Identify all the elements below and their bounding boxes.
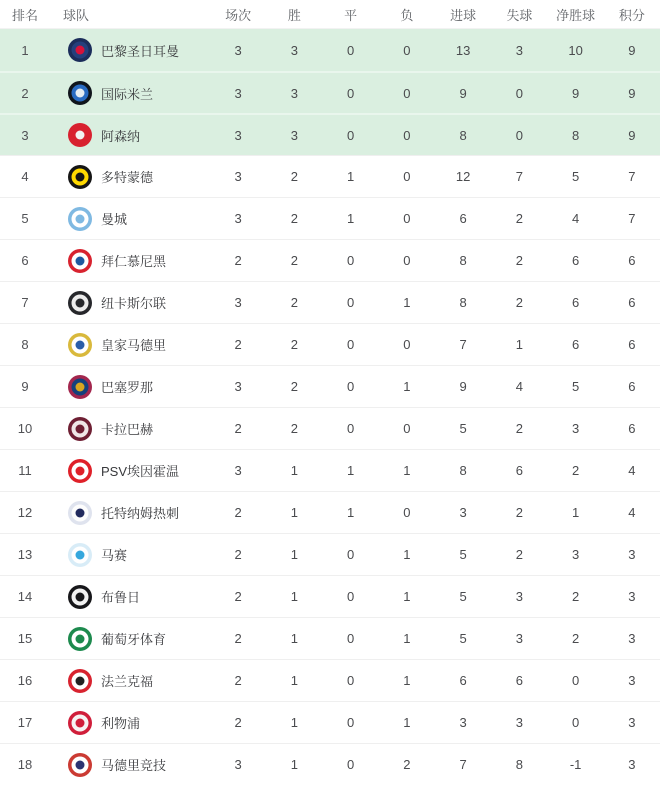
cell-goal_diff: 5 bbox=[572, 169, 580, 184]
cell-goals_against: 0 bbox=[515, 127, 523, 143]
rank-value: 12 bbox=[17, 505, 33, 520]
cell-goals_for: 9 bbox=[459, 85, 467, 101]
rank-value: 11 bbox=[18, 463, 32, 478]
table-row[interactable] bbox=[0, 281, 660, 323]
cell-points: 6 bbox=[628, 253, 636, 268]
cell-points: 4 bbox=[628, 505, 636, 520]
table-row[interactable] bbox=[0, 365, 660, 407]
cell-goals_for: 8 bbox=[459, 295, 467, 310]
cell-loss: 0 bbox=[403, 85, 411, 101]
rank-value: 6 bbox=[21, 253, 29, 268]
column-header-played: 场次 bbox=[225, 7, 252, 23]
cell-goals_for: 3 bbox=[459, 715, 467, 730]
table-row[interactable] bbox=[0, 575, 660, 617]
cell-goals_against: 2 bbox=[515, 547, 523, 562]
cell-win: 2 bbox=[290, 211, 298, 226]
cell-draw: 0 bbox=[347, 757, 355, 772]
cell-win: 1 bbox=[290, 715, 298, 730]
table-body bbox=[0, 29, 660, 785]
cell-draw: 0 bbox=[347, 379, 355, 394]
cell-played: 2 bbox=[234, 631, 242, 646]
cell-win: 1 bbox=[290, 631, 298, 646]
cell-goal_diff: 5 bbox=[572, 379, 580, 394]
team-name: 巴塞罗那 bbox=[101, 380, 154, 395]
table-row[interactable] bbox=[0, 659, 660, 701]
team-cell bbox=[50, 375, 210, 399]
tottenham-crest-icon bbox=[68, 501, 92, 525]
cell-loss: 0 bbox=[403, 421, 411, 436]
club-brugge-crest-icon bbox=[68, 585, 92, 609]
cell-loss: 1 bbox=[403, 589, 411, 604]
column-header-goals_for: 进球 bbox=[450, 7, 477, 23]
cell-played: 2 bbox=[234, 337, 242, 352]
team-name: 马德里竞技 bbox=[101, 758, 167, 773]
team-cell bbox=[50, 207, 210, 231]
table-row[interactable] bbox=[0, 491, 660, 533]
cell-loss: 0 bbox=[403, 337, 411, 352]
cell-points: 6 bbox=[628, 337, 636, 352]
cell-goals_for: 9 bbox=[459, 379, 467, 394]
column-header-team: 球队 bbox=[63, 7, 90, 23]
cell-played: 3 bbox=[234, 169, 242, 184]
cell-draw: 1 bbox=[347, 169, 355, 184]
table-row[interactable] bbox=[0, 449, 660, 491]
cell-goals_against: 0 bbox=[515, 85, 523, 101]
table-row[interactable] bbox=[0, 617, 660, 659]
cell-goals_against: 2 bbox=[515, 505, 523, 520]
cell-played: 2 bbox=[234, 673, 242, 688]
rank-value: 13 bbox=[17, 547, 33, 562]
cell-goal_diff: 6 bbox=[572, 337, 580, 352]
cell-goals_against: 7 bbox=[515, 169, 523, 184]
cell-goals_for: 7 bbox=[459, 757, 467, 772]
cell-goals_for: 3 bbox=[459, 505, 467, 520]
team-cell bbox=[50, 711, 210, 735]
rank-value: 1 bbox=[21, 42, 29, 58]
cell-goal_diff: 4 bbox=[572, 211, 580, 226]
cell-goal_diff: 9 bbox=[572, 85, 580, 101]
inter-milan-crest-icon bbox=[68, 81, 92, 105]
cell-goals_for: 8 bbox=[459, 463, 467, 478]
cell-draw: 0 bbox=[347, 421, 355, 436]
cell-goals_for: 7 bbox=[459, 337, 467, 352]
sporting-cp-crest-icon bbox=[68, 627, 92, 651]
cell-goals_for: 5 bbox=[459, 589, 467, 604]
team-name: 葡萄牙体育 bbox=[101, 632, 167, 647]
cell-goals_against: 4 bbox=[515, 379, 523, 394]
cell-win: 1 bbox=[290, 757, 298, 772]
newcastle-crest-icon bbox=[68, 291, 92, 315]
cell-goals_against: 3 bbox=[515, 42, 523, 58]
cell-played: 3 bbox=[234, 295, 242, 310]
cell-draw: 0 bbox=[347, 295, 355, 310]
cell-goals_against: 3 bbox=[515, 589, 523, 604]
cell-goals_for: 6 bbox=[459, 673, 467, 688]
cell-goals_for: 6 bbox=[459, 211, 467, 226]
cell-goals_against: 2 bbox=[515, 295, 523, 310]
rank-value: 8 bbox=[21, 337, 29, 352]
team-name: 布鲁日 bbox=[101, 590, 141, 605]
cell-played: 3 bbox=[234, 42, 242, 58]
cell-points: 9 bbox=[628, 85, 636, 101]
team-cell bbox=[50, 81, 210, 105]
cell-goal_diff: 8 bbox=[572, 127, 580, 143]
cell-goal_diff: 2 bbox=[572, 589, 580, 604]
team-cell bbox=[50, 38, 210, 62]
cell-draw: 0 bbox=[347, 715, 355, 730]
team-cell bbox=[50, 543, 210, 567]
cell-draw: 0 bbox=[347, 337, 355, 352]
team-name: 皇家马德里 bbox=[101, 338, 167, 353]
cell-points: 3 bbox=[628, 547, 636, 562]
team-name: 纽卡斯尔联 bbox=[101, 296, 167, 311]
cell-points: 3 bbox=[628, 589, 636, 604]
real-madrid-crest-icon bbox=[68, 333, 92, 357]
cell-points: 7 bbox=[628, 211, 636, 226]
team-cell bbox=[50, 753, 210, 777]
qarabag-crest-icon bbox=[68, 417, 92, 441]
team-name: 国际米兰 bbox=[101, 86, 154, 102]
cell-played: 3 bbox=[234, 379, 242, 394]
team-name: 利物浦 bbox=[101, 716, 141, 731]
cell-draw: 0 bbox=[347, 547, 355, 562]
team-name: 曼城 bbox=[101, 212, 128, 227]
team-cell bbox=[50, 291, 210, 315]
cell-points: 6 bbox=[628, 421, 636, 436]
team-name: 巴黎圣日耳曼 bbox=[101, 43, 180, 59]
column-header-win: 胜 bbox=[287, 7, 301, 23]
cell-points: 3 bbox=[628, 631, 636, 646]
psg-crest-icon bbox=[68, 38, 92, 62]
cell-loss: 2 bbox=[403, 757, 411, 772]
rank-value: 2 bbox=[21, 85, 29, 101]
rank-value: 10 bbox=[17, 421, 33, 436]
cell-played: 2 bbox=[234, 589, 242, 604]
cell-draw: 0 bbox=[347, 42, 355, 58]
table-row[interactable] bbox=[0, 71, 660, 113]
cell-goal_diff: -1 bbox=[569, 757, 582, 772]
cell-played: 3 bbox=[234, 85, 242, 101]
cell-points: 9 bbox=[628, 42, 636, 58]
cell-points: 3 bbox=[628, 673, 636, 688]
cell-win: 1 bbox=[290, 589, 298, 604]
cell-loss: 1 bbox=[403, 715, 411, 730]
man-city-crest-icon bbox=[68, 207, 92, 231]
atletico-madrid-crest-icon bbox=[68, 753, 92, 777]
cell-goals_for: 12 bbox=[455, 169, 471, 184]
cell-draw: 0 bbox=[347, 127, 355, 143]
team-name: 法兰克福 bbox=[101, 674, 154, 689]
table-row[interactable] bbox=[0, 323, 660, 365]
cell-goals_against: 6 bbox=[515, 463, 523, 478]
team-name: 托特纳姆热刺 bbox=[101, 506, 180, 521]
cell-draw: 0 bbox=[347, 253, 355, 268]
cell-loss: 0 bbox=[403, 211, 411, 226]
cell-win: 3 bbox=[290, 127, 298, 143]
bayern-crest-icon bbox=[68, 249, 92, 273]
rank-value: 17 bbox=[17, 715, 33, 730]
cell-played: 2 bbox=[234, 547, 242, 562]
cell-played: 3 bbox=[234, 211, 242, 226]
cell-goals_for: 8 bbox=[459, 127, 467, 143]
rank-value: 18 bbox=[17, 757, 33, 772]
cell-win: 2 bbox=[290, 169, 298, 184]
marseille-crest-icon bbox=[68, 543, 92, 567]
team-cell bbox=[50, 501, 210, 525]
cell-loss: 0 bbox=[403, 253, 411, 268]
cell-loss: 0 bbox=[403, 169, 411, 184]
cell-goals_for: 5 bbox=[459, 421, 467, 436]
cell-loss: 1 bbox=[403, 631, 411, 646]
team-name: 阿森纳 bbox=[101, 128, 141, 144]
team-cell bbox=[50, 627, 210, 651]
team-cell bbox=[50, 333, 210, 357]
rank-value: 4 bbox=[21, 169, 29, 184]
cell-win: 2 bbox=[290, 253, 298, 268]
rank-value: 15 bbox=[17, 631, 33, 646]
cell-points: 3 bbox=[628, 715, 636, 730]
cell-played: 2 bbox=[234, 505, 242, 520]
cell-loss: 0 bbox=[403, 42, 411, 58]
cell-draw: 1 bbox=[347, 463, 355, 478]
table-header bbox=[0, 0, 660, 29]
team-cell bbox=[50, 249, 210, 273]
column-header-goals_against: 失球 bbox=[506, 7, 533, 23]
rank-value: 14 bbox=[17, 589, 33, 604]
team-name: 卡拉巴赫 bbox=[101, 422, 154, 437]
cell-loss: 0 bbox=[403, 505, 411, 520]
rank-value: 9 bbox=[21, 379, 29, 394]
cell-goals_against: 3 bbox=[515, 631, 523, 646]
table-row[interactable] bbox=[0, 701, 660, 743]
cell-goals_against: 6 bbox=[515, 673, 523, 688]
barcelona-crest-icon bbox=[68, 375, 92, 399]
column-header-loss: 负 bbox=[400, 7, 414, 23]
cell-points: 3 bbox=[628, 757, 636, 772]
cell-goal_diff: 10 bbox=[568, 42, 583, 58]
cell-points: 6 bbox=[628, 295, 636, 310]
cell-draw: 0 bbox=[347, 85, 355, 101]
cell-played: 2 bbox=[234, 253, 242, 268]
team-cell bbox=[50, 417, 210, 441]
column-header-points: 积分 bbox=[618, 7, 645, 23]
cell-goal_diff: 1 bbox=[572, 505, 580, 520]
rank-value: 5 bbox=[21, 211, 29, 226]
cell-loss: 1 bbox=[403, 547, 411, 562]
cell-goal_diff: 6 bbox=[572, 295, 580, 310]
cell-loss: 0 bbox=[403, 127, 411, 143]
cell-win: 1 bbox=[290, 463, 298, 478]
cell-goals_for: 8 bbox=[459, 253, 467, 268]
table-row[interactable] bbox=[0, 533, 660, 575]
cell-goals_for: 5 bbox=[459, 547, 467, 562]
cell-goals_against: 8 bbox=[515, 757, 523, 772]
table-row[interactable] bbox=[0, 155, 660, 197]
cell-win: 2 bbox=[290, 421, 298, 436]
team-cell bbox=[50, 123, 210, 147]
cell-win: 2 bbox=[290, 295, 298, 310]
cell-win: 1 bbox=[290, 505, 298, 520]
cell-goals_against: 2 bbox=[515, 421, 523, 436]
cell-goal_diff: 3 bbox=[572, 547, 580, 562]
table-row[interactable] bbox=[0, 197, 660, 239]
table-row[interactable] bbox=[0, 743, 660, 785]
liverpool-crest-icon bbox=[68, 711, 92, 735]
cell-points: 7 bbox=[628, 169, 636, 184]
column-header-rank: 排名 bbox=[11, 7, 38, 23]
cell-win: 3 bbox=[290, 42, 298, 58]
arsenal-crest-icon bbox=[68, 123, 92, 147]
cell-loss: 1 bbox=[403, 463, 411, 478]
rank-value: 16 bbox=[17, 673, 33, 688]
frankfurt-crest-icon bbox=[68, 669, 92, 693]
cell-goal_diff: 0 bbox=[572, 715, 580, 730]
cell-win: 1 bbox=[290, 547, 298, 562]
cell-loss: 1 bbox=[403, 295, 411, 310]
team-cell bbox=[50, 669, 210, 693]
rank-value: 3 bbox=[21, 127, 29, 143]
cell-played: 3 bbox=[234, 127, 242, 143]
cell-goals_for: 5 bbox=[459, 631, 467, 646]
team-cell bbox=[50, 165, 210, 189]
cell-win: 1 bbox=[290, 673, 298, 688]
cell-played: 3 bbox=[234, 463, 242, 478]
cell-goals_against: 1 bbox=[515, 337, 523, 352]
cell-points: 4 bbox=[628, 463, 636, 478]
cell-draw: 0 bbox=[347, 589, 355, 604]
cell-loss: 1 bbox=[403, 673, 411, 688]
cell-goal_diff: 6 bbox=[572, 253, 580, 268]
team-cell bbox=[50, 459, 210, 483]
cell-draw: 1 bbox=[347, 211, 355, 226]
cell-win: 2 bbox=[290, 337, 298, 352]
cell-goals_against: 2 bbox=[515, 211, 523, 226]
table-row[interactable] bbox=[0, 407, 660, 449]
cell-goal_diff: 3 bbox=[572, 421, 580, 436]
cell-points: 6 bbox=[628, 379, 636, 394]
rank-value: 7 bbox=[21, 295, 29, 310]
cell-draw: 1 bbox=[347, 505, 355, 520]
psv-crest-icon bbox=[68, 459, 92, 483]
cell-points: 9 bbox=[628, 127, 636, 143]
team-cell bbox=[50, 585, 210, 609]
table-row[interactable] bbox=[0, 29, 660, 71]
cell-draw: 0 bbox=[347, 673, 355, 688]
cell-win: 2 bbox=[290, 379, 298, 394]
team-name: 拜仁慕尼黑 bbox=[101, 254, 167, 269]
cell-goals_against: 2 bbox=[515, 253, 523, 268]
cell-goal_diff: 0 bbox=[572, 673, 580, 688]
cell-played: 3 bbox=[234, 757, 242, 772]
cell-goal_diff: 2 bbox=[572, 463, 580, 478]
team-name: 马赛 bbox=[101, 548, 128, 563]
cell-played: 2 bbox=[234, 715, 242, 730]
team-name: PSV埃因霍温 bbox=[101, 464, 180, 479]
cell-win: 3 bbox=[290, 85, 298, 101]
cell-goal_diff: 2 bbox=[572, 631, 580, 646]
team-name: 多特蒙德 bbox=[101, 170, 154, 185]
cell-draw: 0 bbox=[347, 631, 355, 646]
cell-loss: 1 bbox=[403, 379, 411, 394]
cell-goals_against: 3 bbox=[515, 715, 523, 730]
cell-played: 2 bbox=[234, 421, 242, 436]
column-header-goal_diff: 净胜球 bbox=[556, 7, 596, 23]
table-row[interactable] bbox=[0, 239, 660, 281]
dortmund-crest-icon bbox=[68, 165, 92, 189]
column-header-draw: 平 bbox=[344, 7, 358, 23]
cell-goals_for: 13 bbox=[455, 42, 471, 58]
table-row[interactable] bbox=[0, 113, 660, 155]
